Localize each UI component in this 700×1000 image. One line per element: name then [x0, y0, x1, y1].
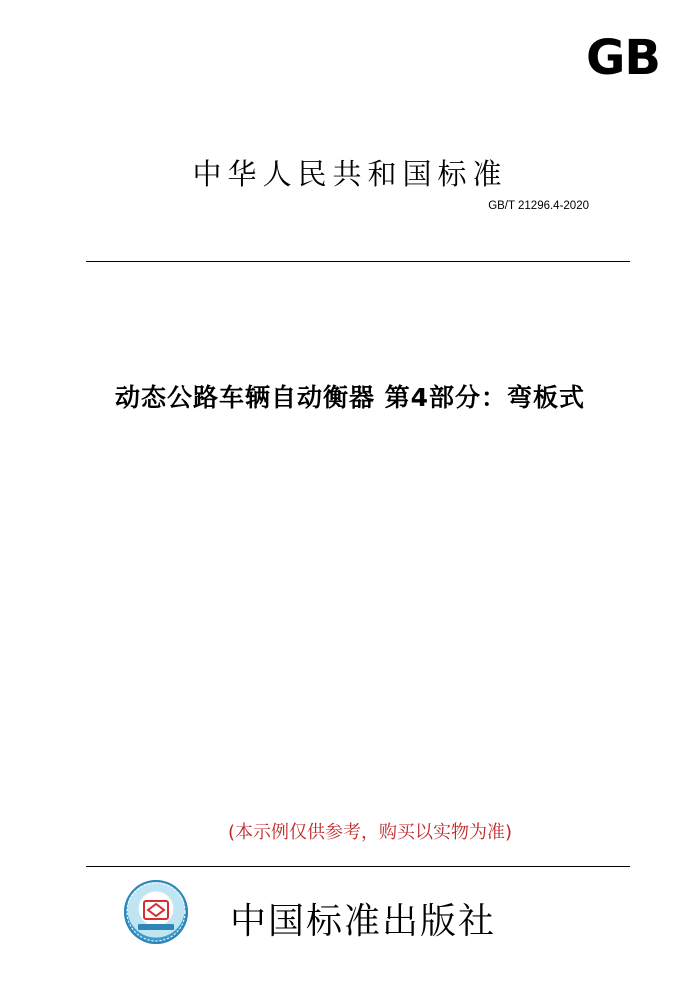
- gb-logo: GB: [586, 30, 660, 86]
- publisher-name: 中国标准出版社: [230, 901, 497, 942]
- sample-disclaimer: (本示例仅供参考，购买以实物为准): [227, 822, 513, 843]
- document-title: 动态公路车辆自动衡器 第4部分：弯板式: [114, 383, 586, 412]
- bottom-divider: [86, 866, 630, 867]
- publisher-seal-icon: [124, 880, 188, 944]
- national-standard-heading: 中华人民共和国标准: [192, 157, 508, 191]
- top-divider: [86, 261, 630, 262]
- standard-number: GB/T 21296.4-2020: [488, 200, 589, 212]
- seal-emblem-icon: [124, 880, 188, 944]
